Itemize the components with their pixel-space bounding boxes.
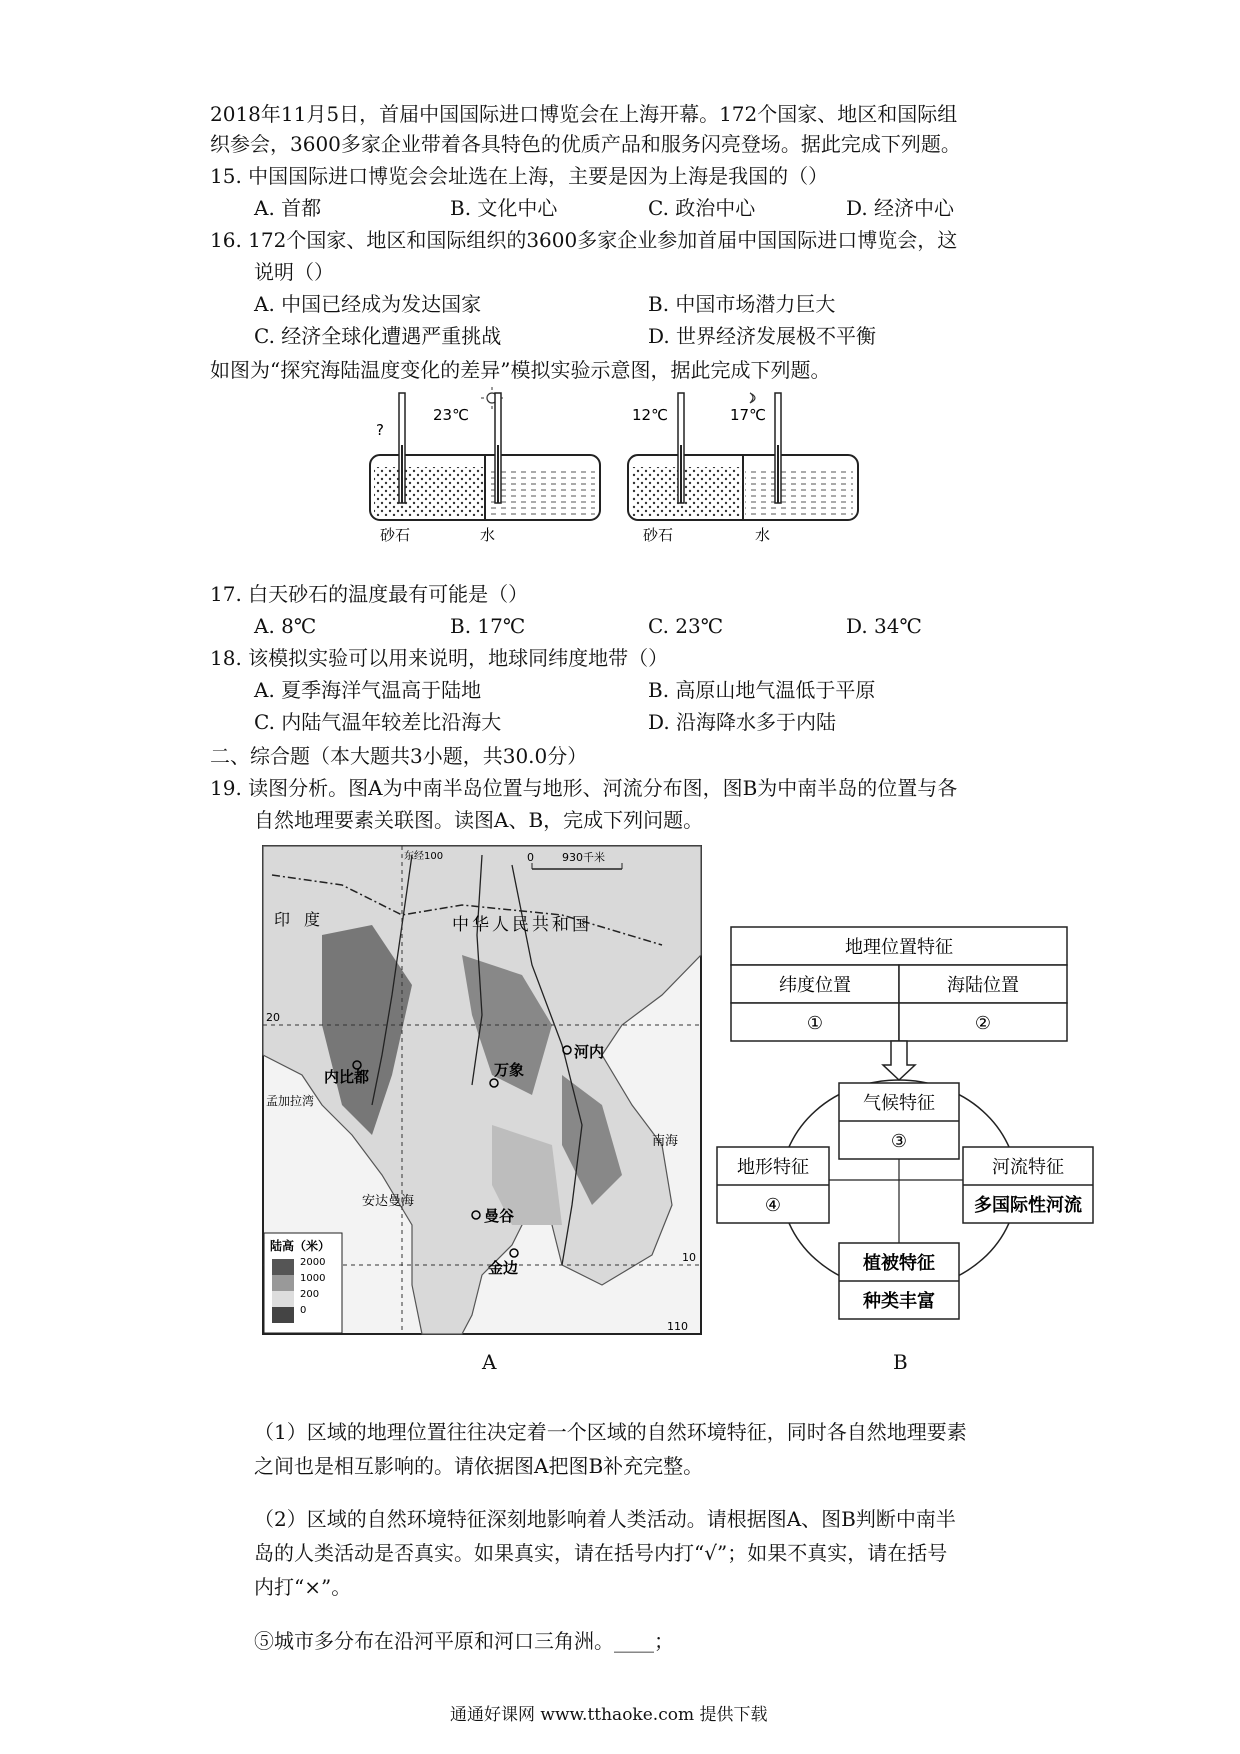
part1-line-2: 之间也是相互影响的。请依据图A把图B补充完整。 [254,1454,704,1478]
climate-label: 气候特征 [863,1093,935,1114]
q16-stem-2: 说明（） [254,260,334,284]
q17-option-c: C. 23℃ [648,614,724,638]
q16-option-a: A. 中国已经成为发达国家 [254,292,482,316]
q19-stem-2: 自然地理要素关联图。读图A、B，完成下列问题。 [254,808,704,832]
city-naypyidaw: 内比都 [324,1068,370,1086]
q18-option-b: B. 高原山地气温低于平原 [648,678,876,702]
diagram-b [715,925,1095,1345]
india-label: 印度 [274,910,335,929]
right-water [745,467,853,516]
right-temp-2: 17℃ [730,406,766,424]
q16-option-b: B. 中国市场潜力巨大 [648,292,836,316]
legend-1000: 1000 [300,1273,326,1284]
blank-2: ② [974,1013,992,1034]
lon-100-label: 东经100 [404,851,444,862]
q18-option-a: A. 夏季海洋气温高于陆地 [254,678,482,702]
left-sand-label: 砂石 [380,526,411,544]
q15-option-c: C. 政治中心 [648,196,756,220]
blank-1: ① [806,1013,824,1034]
nanhai-label: 南海 [652,1134,679,1149]
city-phnom-penh: 金边 [488,1259,519,1277]
river-label: 河流特征 [992,1157,1064,1178]
bengal-label: 孟加拉湾 [266,1094,315,1108]
andaman-label: 安达曼海 [362,1194,415,1209]
blank-4: ④ [764,1195,782,1216]
scale-label: 930千米 [562,851,605,864]
q18-option-d: D. 沿海降水多于内陆 [648,710,837,734]
q18-stem: 18. 该模拟实验可以用来说明，地球同纬度地带（） [210,646,669,670]
q17-option-a: A. 8℃ [254,614,317,638]
moon-icon [750,393,755,403]
legend-0: 0 [300,1305,307,1316]
intro-line-2: 织参会，3600多家企业带着各具特色的优质产品和服务闪亮登场。据此完成下列题。 [210,132,961,156]
q15-option-a: A. 首都 [254,196,322,220]
lat-10-label: 10 [682,1251,696,1264]
lat-label: 纬度位置 [779,975,851,996]
blank-3: ③ [890,1131,908,1152]
footer: 通通好课网 www.tthaoke.com 提供下载 [450,1705,768,1725]
river-value: 多国际性河流 [974,1195,1082,1216]
country-label: 中华人民共和国 [452,915,592,935]
part2-line-3: 内打“×”。 [254,1575,352,1599]
intro-2: 如图为“探究海陆温度变化的差异”模拟实验示意图，据此完成下列题。 [210,358,831,382]
left-temp-1: ? [376,421,384,439]
section-2-heading: 二、综合题（本大题共3小题，共30.0分） [210,744,588,768]
right-temp-1: 12℃ [632,406,668,424]
city-bangkok: 曼谷 [484,1207,515,1225]
part1-line-1: （1）区域的地理位置往往决定着一个区域的自然环境特征，同时各自然地理要素 [254,1420,967,1444]
q16-option-d: D. 世界经济发展极不平衡 [648,324,877,348]
sea-label: 海陆位置 [947,975,1019,996]
city-vientiane: 万象 [494,1061,525,1079]
part2-line-1: （2）区域的自然环境特征深刻地影响着人类活动。请根据图A、图B判断中南半 [254,1507,956,1531]
fig-b-label: B [893,1350,908,1374]
geo-title: 地理位置特征 [845,937,953,958]
item-5: ⑤城市多分布在沿河平原和河口三角洲。____； [254,1629,674,1653]
lon-110-label: 110 [667,1320,688,1333]
part2-line-2: 岛的人类活动是否真实。如果真实，请在括号内打“√”；如果不真实，请在括号 [254,1541,948,1565]
q16-option-c: C. 经济全球化遭遇严重挑战 [254,324,502,348]
q17-option-d: D. 34℃ [846,614,922,638]
map-a [262,845,702,1335]
scale-zero: 0 [527,851,534,864]
q15-stem: 15. 中国国际进口博览会会址选在上海，主要是因为上海是我国的（） [210,164,829,188]
left-water [487,467,595,516]
q17-option-b: B. 17℃ [450,614,526,638]
veg-label: 植被特征 [863,1253,935,1274]
intro-line-1: 2018年11月5日，首届中国国际进口博览会在上海开幕。172个国家、地区和国际组 [210,102,958,126]
q18-option-c: C. 内陆气温年较差比沿海大 [254,710,502,734]
experiment-figure [360,385,920,545]
left-temp-2: 23℃ [433,406,469,424]
q16-stem-1: 16. 172个国家、地区和国际组织的3600多家企业参加首届中国国际进口博览会，这 [210,228,958,252]
q15-option-b: B. 文化中心 [450,196,558,220]
right-water-label: 水 [755,526,771,544]
veg-value: 种类丰富 [863,1291,935,1312]
legend-2000: 2000 [300,1257,326,1268]
down-arrow-icon [883,1041,915,1080]
lat-20-label: 20 [266,1011,280,1024]
q15-option-d: D. 经济中心 [846,196,955,220]
right-sand [632,467,741,516]
left-sand [374,467,483,516]
q19-stem-1: 19. 读图分析。图A为中南半岛位置与地形、河流分布图，图B为中南半岛的位置与各 [210,776,958,800]
fig-a-label: A [482,1350,497,1374]
terrain-label: 地形特征 [737,1157,809,1178]
legend-200: 200 [300,1289,320,1300]
right-sand-label: 砂石 [643,526,674,544]
city-hanoi: 河内 [574,1043,605,1061]
q17-stem: 17. 白天砂石的温度最有可能是（） [210,582,529,606]
left-water-label: 水 [480,526,496,544]
legend-title: 陆高（米） [270,1239,331,1253]
